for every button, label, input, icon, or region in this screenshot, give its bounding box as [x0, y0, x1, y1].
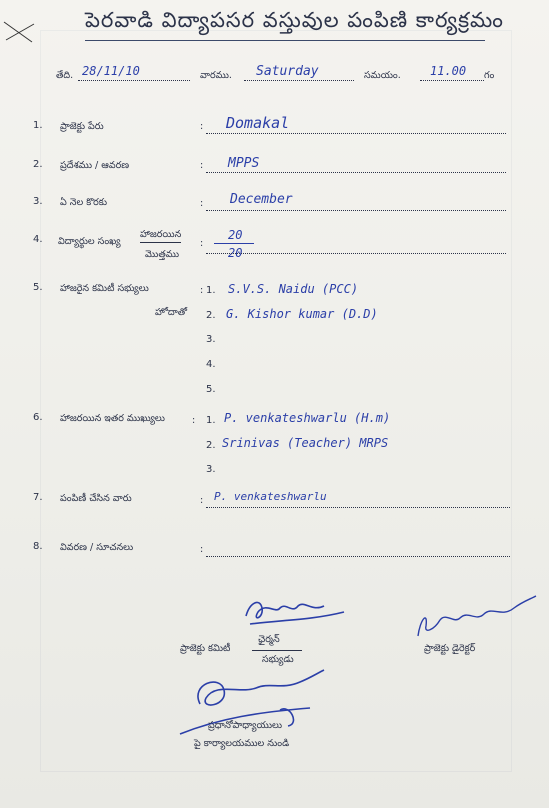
day-label: వారము. — [200, 70, 232, 81]
others-1-value: P. venkateshwarlu (H.m) — [224, 411, 391, 425]
committee-5-number: 5. — [206, 384, 216, 395]
row-1-label: ప్రాజెక్టు పేరు — [60, 121, 104, 132]
row-4-label: విద్యార్థుల సంఖ్య — [58, 236, 121, 247]
row-8-dots — [206, 556, 510, 557]
headmaster-label: ప్రధానోపాధ్యాయులు — [208, 720, 283, 731]
row-6-number: 6. — [33, 412, 43, 423]
time-label: సమయం. — [364, 70, 401, 81]
row-3-label: ఏ నెల కొరకు — [60, 197, 108, 208]
director-label: ప్రాజెక్టు డైరెక్టర్ — [424, 643, 476, 654]
row-8-colon: : — [200, 544, 204, 555]
row-1-number: 1. — [33, 120, 43, 131]
row-4-number: 4. — [33, 234, 43, 245]
time-suffix: గం — [484, 70, 495, 81]
time-value: 11.00 — [430, 64, 467, 78]
others-1-number: 1. — [206, 415, 216, 426]
member-label: సభ్యుడు — [262, 654, 294, 665]
row-3-colon: : — [200, 198, 204, 209]
committee-label: ప్రాజెక్టు కమిటీ — [180, 643, 231, 654]
row-2-value: MPPS — [228, 156, 260, 171]
row-4-value-total: 20 — [228, 246, 243, 260]
row-2-dots — [206, 172, 506, 173]
row-8-number: 8. — [33, 541, 43, 552]
row-4-value-present: 20 — [228, 228, 243, 242]
row-3-value: December — [230, 192, 293, 207]
others-2-value: Srinivas (Teacher) MRPS — [222, 436, 389, 450]
corner-mark-icon — [2, 18, 38, 46]
school-office-label: పై కార్యాలయముల నుండి — [194, 738, 290, 749]
committee-4-number: 4. — [206, 359, 216, 370]
row-4-colon: : — [200, 238, 204, 249]
committee-3-number: 3. — [206, 334, 216, 345]
row-5-label: హాజరైన కమిటీ సభ్యులు — [60, 283, 149, 294]
time-dots — [420, 80, 484, 81]
row-4-sublabel-present: హాజరయిన — [140, 229, 181, 243]
committee-2-number: 2. — [206, 310, 216, 321]
director-signature-icon — [410, 590, 540, 640]
row-2-colon: : — [200, 160, 204, 171]
chairman-signature-icon — [232, 594, 352, 634]
row-8-label: వివరణ / సూచనలు — [60, 542, 134, 553]
row-4-dots — [206, 253, 506, 254]
date-dots — [78, 80, 190, 81]
chairman-label: ఛైర్మన్ — [258, 634, 280, 645]
others-2-number: 2. — [206, 440, 216, 451]
row-3-number: 3. — [33, 196, 43, 207]
row-1-colon: : — [200, 121, 204, 132]
document-title: పెరవాడి విద్యాపసర వస్తువుల పంపిణి కార్యక్రమం — [85, 8, 485, 41]
others-3-number: 3. — [206, 464, 216, 475]
committee-1-value: S.V.S. Naidu (PCC) — [228, 282, 359, 296]
row-7-value: P. venkateshwarlu — [214, 490, 327, 503]
row-1-value: Domakal — [226, 114, 290, 132]
row-6-colon: : — [192, 415, 196, 426]
row-2-number: 2. — [33, 159, 43, 170]
day-value: Saturday — [256, 64, 319, 79]
fraction-bar — [214, 243, 254, 244]
committee-2-value: G. Kishor kumar (D.D) — [226, 307, 378, 321]
day-dots — [244, 80, 354, 81]
row-5-colon: : — [200, 285, 204, 296]
row-7-colon: : — [200, 495, 204, 506]
row-7-dots — [206, 507, 510, 508]
date-value: 28/11/10 — [82, 64, 140, 78]
row-7-label: పంపిణీ చేసిన వారు — [60, 493, 132, 504]
date-label: తేది. — [56, 70, 74, 81]
row-1-dots — [206, 133, 506, 134]
row-6-label: హాజరయిన ఇతర ముఖ్యులు — [60, 413, 165, 424]
committee-1-number: 1. — [206, 285, 216, 296]
row-3-dots — [206, 210, 506, 211]
row-7-number: 7. — [33, 492, 43, 503]
row-2-label: ప్రదేశము / ఆవరణ — [60, 160, 130, 171]
row-5-number: 5. — [33, 282, 43, 293]
row-5-sublabel: హోదాతో — [155, 307, 188, 318]
row-4-sublabel-total: మొత్తము — [145, 249, 180, 260]
committee-divider — [252, 650, 302, 651]
